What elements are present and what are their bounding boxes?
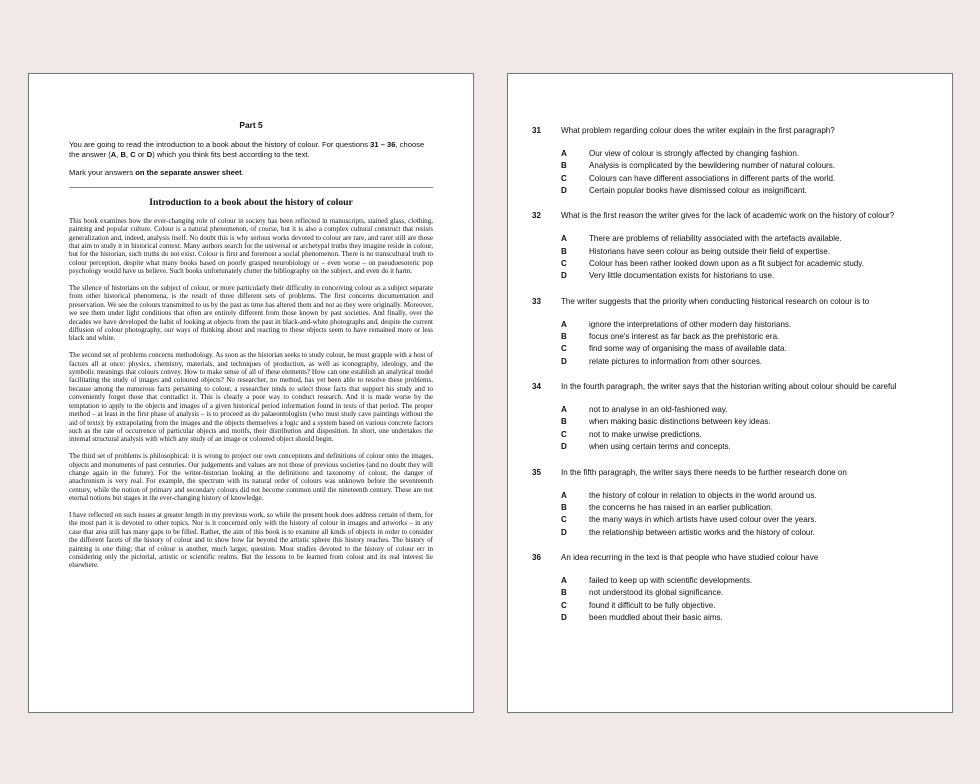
instructions-sep-3: or bbox=[135, 149, 147, 159]
question-number: 36 bbox=[532, 552, 541, 562]
question-text: In the fourth paragraph, the writer says that the historian writing about colour should be careful bbox=[561, 382, 897, 392]
instructions-text-2: , choose the answer ( bbox=[69, 140, 425, 159]
option-text: Colour has been rather looked down upon as a fit subject for academic study. bbox=[589, 259, 864, 269]
option-letter: D bbox=[561, 442, 567, 452]
option-text: failed to keep up with scientific developments. bbox=[589, 575, 753, 585]
answer-options bbox=[532, 319, 928, 368]
option-b-ref: B bbox=[120, 149, 126, 159]
option-text: not to analyse in an old-fashioned way. bbox=[589, 405, 728, 415]
option-text: find some way of organising the mass of available data. bbox=[589, 344, 787, 354]
option-a-ref: A bbox=[110, 149, 117, 159]
question-text: In the fifth paragraph, the writer says there needs to be further research done on bbox=[561, 467, 847, 477]
option-letter: B bbox=[561, 161, 567, 171]
option-d-ref: D bbox=[146, 149, 153, 159]
question-number: 33 bbox=[532, 296, 541, 306]
option-letter: B bbox=[561, 246, 567, 256]
option-c bbox=[532, 258, 928, 270]
option-b bbox=[532, 331, 928, 343]
instructions-sep-1: , bbox=[116, 149, 121, 159]
option-b bbox=[532, 416, 928, 428]
option-text: There are problems of reliability associated with the artefacts available. bbox=[589, 234, 842, 244]
option-letter: C bbox=[561, 515, 567, 525]
paragraph-1: This book examines how the ever-changing role of colour in society has been reflected in manuscripts, stained glass, clothing, painting and popular culture. Colour is a natural phenomenon, of course, but it is also a complex cultural construct that resists generalization and, indeed, analysis itself. No doubt this is why serious works devoted to colour are rare, and rarer still are those that aim to study it in historical context. Many authors search for the universal or archetypal truths they imagine reside in colour, but for the historian, such truths do not exist. Colour is first and foremost a social phenomenon. There is no transcultural truth to colour perception, despite what many books based on poorly grasped neurobiology or – even worse – on pseudoesoteric pop psychology would have us believe. Such books unfortunately clutter the bibliography on the subject, and even do it harm. bbox=[69, 216, 433, 276]
option-letter: C bbox=[561, 600, 567, 610]
option-letter: B bbox=[561, 417, 567, 427]
option-a bbox=[532, 233, 928, 245]
option-c bbox=[532, 173, 928, 185]
question-range: 31 – 36 bbox=[370, 140, 396, 149]
questions-page bbox=[507, 73, 953, 713]
option-text: the relationship between artistic works and the history of colour. bbox=[589, 527, 815, 537]
question-stem bbox=[532, 553, 928, 563]
question-stem bbox=[532, 468, 928, 478]
divider bbox=[69, 187, 433, 188]
option-text: Colours can have different associations in different parts of the world. bbox=[589, 173, 836, 183]
question-number: 34 bbox=[532, 382, 541, 392]
option-letter: A bbox=[561, 149, 567, 158]
mark-text-1: Mark your answers bbox=[69, 168, 136, 178]
answer-options bbox=[532, 490, 928, 539]
option-c bbox=[532, 429, 928, 441]
question-stem bbox=[532, 382, 928, 392]
option-a bbox=[532, 404, 928, 416]
option-text: the concerns he has raised in an earlier publication. bbox=[589, 502, 773, 512]
answer-options bbox=[532, 233, 928, 282]
option-text: the many ways in which artists have used colour over the years. bbox=[589, 515, 817, 525]
question-31 bbox=[532, 126, 928, 197]
question-35 bbox=[532, 468, 928, 539]
option-text: Very little documentation exists for historians to use. bbox=[589, 271, 775, 281]
question-34 bbox=[532, 382, 928, 453]
option-d bbox=[532, 441, 928, 453]
questions-list bbox=[532, 126, 928, 624]
question-stem bbox=[532, 126, 928, 136]
answer-options bbox=[532, 575, 928, 624]
instructions-text-3: ) which you think fits best according to the text. bbox=[152, 149, 310, 159]
question-stem bbox=[532, 297, 928, 307]
option-letter: C bbox=[561, 173, 567, 183]
option-d bbox=[532, 185, 928, 197]
option-text: when using certain terms and concepts. bbox=[589, 442, 731, 452]
option-text: Analysis is complicated by the bewildering number of natural colours. bbox=[589, 161, 835, 171]
question-text: What problem regarding colour does the writer explain in the first paragraph? bbox=[561, 126, 835, 135]
question-stem bbox=[532, 211, 928, 221]
option-letter: B bbox=[561, 332, 567, 342]
option-a bbox=[532, 319, 928, 331]
option-letter: D bbox=[561, 612, 567, 622]
option-text: focus one's interest as far back as the prehistoric era. bbox=[589, 332, 780, 342]
option-text: Our view of colour is strongly affected by changing fashion. bbox=[589, 149, 800, 158]
option-letter: D bbox=[561, 356, 567, 366]
option-c bbox=[532, 600, 928, 612]
option-c bbox=[532, 514, 928, 526]
option-letter: A bbox=[561, 405, 567, 415]
option-letter: C bbox=[561, 429, 567, 439]
option-text: not to make unwise predictions. bbox=[589, 429, 702, 439]
option-letter: A bbox=[561, 490, 567, 500]
paragraph-4: The third set of problems is philosophical: it is wrong to project our own conceptions and definitions of colour onto the images, objects and monuments of past centuries. Our judgements and values are not those of previous societies (and no doubt they will change again in the future). For the writer-historian looking at the definitions and taxonomy of colour, the danger of anachronism is very real. For example, the spectrum with its natural order of colours was unknown before the seventeenth century, while the notion of primary and secondary colours did not become common until the nineteenth century. These are not eternal notions but stages in the ever-changing history of knowledge. bbox=[69, 452, 433, 503]
option-b bbox=[532, 587, 928, 599]
instructions-sep-2: , bbox=[126, 149, 131, 159]
mark-text-2: . bbox=[241, 168, 244, 178]
option-text: Historians have seen colour as being outside their field of expertise. bbox=[589, 246, 831, 256]
option-c bbox=[532, 343, 928, 355]
option-letter: C bbox=[561, 259, 567, 269]
option-text: ignore the interpretations of other modern day historians. bbox=[589, 319, 792, 329]
option-d bbox=[532, 612, 928, 624]
article-title: Introduction to a book about the history of colour bbox=[149, 196, 353, 208]
option-text: relate pictures to information from other sources. bbox=[589, 356, 763, 366]
option-letter: D bbox=[561, 271, 567, 281]
option-d bbox=[532, 356, 928, 368]
question-33 bbox=[532, 297, 928, 368]
paragraph-5: I have reflected on such issues at greater length in my previous work, so while the present book does address certain of them, for the most part it is devoted to other topics. Nor is it concerned only with the history of colour in images and artworks – in any case that area still has many gaps to be filled. Rather, the aim of this book is to examine all kinds of objects in order to consider the different facets of the history of colour and to show how far beyond the artistic sphere this history reaches. The history of painting is one thing; that of colour is another, much larger, question. Most studies devoted to the history of colour err in considering only the pictorial, artistic or scientific realms. But the lessons to be learned from colour and its real interest lie elsewhere. bbox=[69, 510, 433, 570]
option-d bbox=[532, 527, 928, 539]
question-text: What is the first reason the writer gives for the lack of academic work on the history of colour? bbox=[561, 211, 895, 221]
option-a bbox=[532, 575, 928, 587]
option-a bbox=[532, 490, 928, 502]
option-letter: D bbox=[561, 527, 567, 537]
option-text: been muddled about their basic aims. bbox=[589, 612, 723, 622]
question-number: 32 bbox=[532, 211, 541, 221]
option-b bbox=[532, 160, 928, 172]
option-b bbox=[532, 502, 928, 514]
option-c-ref: C bbox=[130, 149, 136, 159]
option-letter: C bbox=[561, 344, 567, 354]
option-letter: B bbox=[561, 588, 567, 598]
option-text: when making basic distinctions between key ideas. bbox=[589, 417, 771, 427]
option-letter: A bbox=[561, 234, 567, 244]
paragraph-3: The second set of problems concerns methodology. As soon as the historian seeks to study colour, he must grapple with a host of factors all at once: physics, chemistry, materials, and techniques of production, as well as iconography, ideology, and the symbolic meanings that colours convey. How to make sense of all of these elements? How can one establish an analytical model facilitating the study of images and coloured objects? No researcher, no method, has yet been able to resolve these problems, because among the numerous facts pertaining to colour, a researcher tends to select those facts that support his study and to conveniently forget those that contradict it. This is clearly a poor way to conduct research. And it is made worse by the temptation to apply to the objects and images of a given historical period information found in texts of that period. The proper method – at least in the first phase of analysis – is to proceed as do palaeontologists (who must study cave paintings without the aid of texts): by extrapolating from the images and the objects themselves a logic and a system based on various concrete factors such as the rate of occurrence of particular objects and motifs, their distribution and disposition. In short, one undertakes the internal structural analysis with which any study of an image or coloured object should begin. bbox=[69, 351, 433, 444]
question-text: An idea recurring in the text is that people who have studied colour have bbox=[561, 552, 819, 562]
answer-options bbox=[532, 404, 928, 453]
answer-sheet-emphasis: on the separate answer sheet bbox=[135, 168, 242, 178]
option-b bbox=[532, 246, 928, 258]
option-letter: A bbox=[561, 319, 567, 329]
option-text: not understood its global significance. bbox=[589, 588, 724, 598]
instructions-text-1: You are going to read the introduction to a book about the history of colour. For questions bbox=[69, 140, 371, 149]
part-title: Part 5 bbox=[239, 120, 263, 130]
instructions bbox=[69, 140, 433, 159]
option-a bbox=[532, 148, 928, 160]
reading-text-page bbox=[28, 73, 474, 713]
paragraph-2: The silence of historians on the subject of colour, or more particularly their difficulty in conceiving colour as a subject separate from other historical phenomena, is the result of three different sets of problems. The first concerns documentation and preservation. We see the colours transmitted to us by the past as time has altered them and not as they were originally. Moreover, we see them under light conditions that often are entirely different from those known by past societies. And finally, over the decades we have developed the habit of looking at objects from the past in black-and-white photographs and, despite the current diffusion of colour photography, our ways of thinking about and reacting to these objects seem to have remained more or less black and white. bbox=[69, 284, 433, 343]
option-text: found it difficult to be fully objective. bbox=[589, 600, 716, 610]
option-text: Certain popular books have dismissed colour as insignificant. bbox=[589, 186, 807, 196]
question-32 bbox=[532, 211, 928, 282]
question-text: The writer suggests that the priority when conducting historical research on colour is to bbox=[561, 296, 870, 306]
option-d bbox=[532, 270, 928, 282]
question-number: 35 bbox=[532, 467, 541, 477]
answer-sheet-instruction bbox=[69, 168, 433, 178]
question-36 bbox=[532, 553, 928, 624]
option-letter: D bbox=[561, 186, 567, 196]
option-letter: B bbox=[561, 502, 567, 512]
option-text: the history of colour in relation to objects in the world around us. bbox=[589, 490, 817, 500]
question-number: 31 bbox=[532, 126, 541, 135]
option-letter: A bbox=[561, 575, 567, 585]
answer-options bbox=[532, 148, 928, 197]
